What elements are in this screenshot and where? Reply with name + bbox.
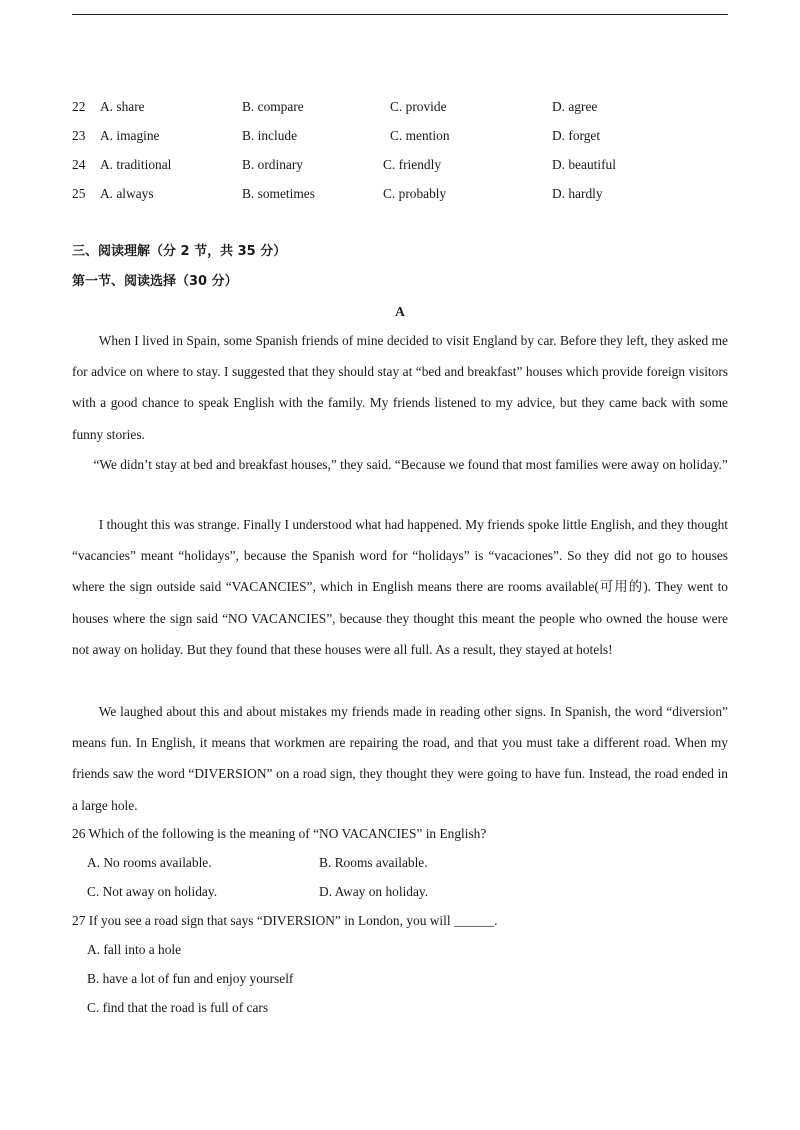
q26-option-b: B. Rooms available. — [319, 855, 428, 870]
question-number: 23 — [72, 128, 86, 143]
option-row-22 — [72, 97, 728, 117]
option-a: A. share — [100, 99, 145, 114]
option-b: B. compare — [242, 99, 304, 114]
option-a: A. traditional — [100, 157, 172, 172]
option-d: D. agree — [552, 99, 598, 114]
option-row-25 — [72, 184, 728, 204]
section-heading: 三、阅读理解（分 2 节，共 35 分） — [72, 244, 287, 259]
option-row-24 — [72, 155, 728, 175]
question-26-stem: 26 Which of the following is the meaning of “NO VACANCIES” in English? — [72, 826, 487, 841]
subsection-heading: 第一节、阅读选择（30 分） — [72, 274, 238, 289]
option-row-23 — [72, 126, 728, 146]
option-d: D. forget — [552, 128, 601, 143]
paragraph-4: We laughed about this and about mistakes my friends made in reading other signs. In Spanish, the word “diversion” means fun. In English, it means that workmen are repairing the road, and that you must take a different road. When my friends saw the word “DIVERSION” on a road sign, they thought they were going to have fun. Instead, the road ended in a large hole. — [72, 704, 728, 813]
option-c: C. friendly — [383, 157, 442, 172]
option-b: B. sometimes — [242, 186, 315, 201]
q27-option-a: A. fall into a hole — [87, 942, 182, 957]
q26-option-c: C. Not away on holiday. — [87, 884, 218, 899]
option-d: D. beautiful — [552, 157, 616, 172]
q26-option-d: D. Away on holiday. — [319, 884, 429, 899]
q27-option-b: B. have a lot of fun and enjoy yourself — [87, 971, 294, 986]
passage-label: A — [395, 304, 405, 319]
paragraph-2: “We didn’t stay at bed and breakfast houses,” they said. “Because we found that most families were away on holiday.” — [93, 457, 728, 472]
question-number: 24 — [72, 157, 86, 172]
q27-option-c: C. find that the road is full of cars — [87, 1000, 269, 1015]
option-c: C. probably — [383, 186, 447, 201]
question-number: 22 — [72, 99, 86, 114]
question-27-stem: 27 If you see a road sign that says “DIVERSION” in London, you will ______. — [72, 913, 498, 928]
option-a: A. always — [100, 186, 154, 201]
question-number: 25 — [72, 186, 86, 201]
q26-option-a: A. No rooms available. — [87, 855, 212, 870]
option-a: A. imagine — [100, 128, 160, 143]
option-c: C. provide — [390, 99, 447, 114]
paragraph-1: When I lived in Spain, some Spanish friends of mine decided to visit England by car. Before they left, they asked me for advice on where to stay. I suggested that they should stay at “bed and breakfast” houses which provide foreign visitors with a good chance to speak English with the family. My friends listened to my advice, but they came back with some funny stories. — [72, 333, 728, 442]
option-d: D. hardly — [552, 186, 603, 201]
option-b: B. include — [242, 128, 298, 143]
header-rule — [72, 14, 728, 15]
option-b: B. ordinary — [242, 157, 303, 172]
paragraph-3: I thought this was strange. Finally I understood what had happened. My friends spoke little English, and they thought “vacancies” meant “holidays”, because the Spanish word for “holidays” is “vacaciones”. So they did not go to houses where the sign outside said “VACANCIES”, which in English means there are rooms available(可用的). They went to houses where the sign said “NO VACANCIES”, because they thought this meant the people who owned the house were not away on holiday. But they found that these houses were all full. As a result, they stayed at hotels! — [72, 517, 728, 657]
option-c: C. mention — [390, 128, 450, 143]
